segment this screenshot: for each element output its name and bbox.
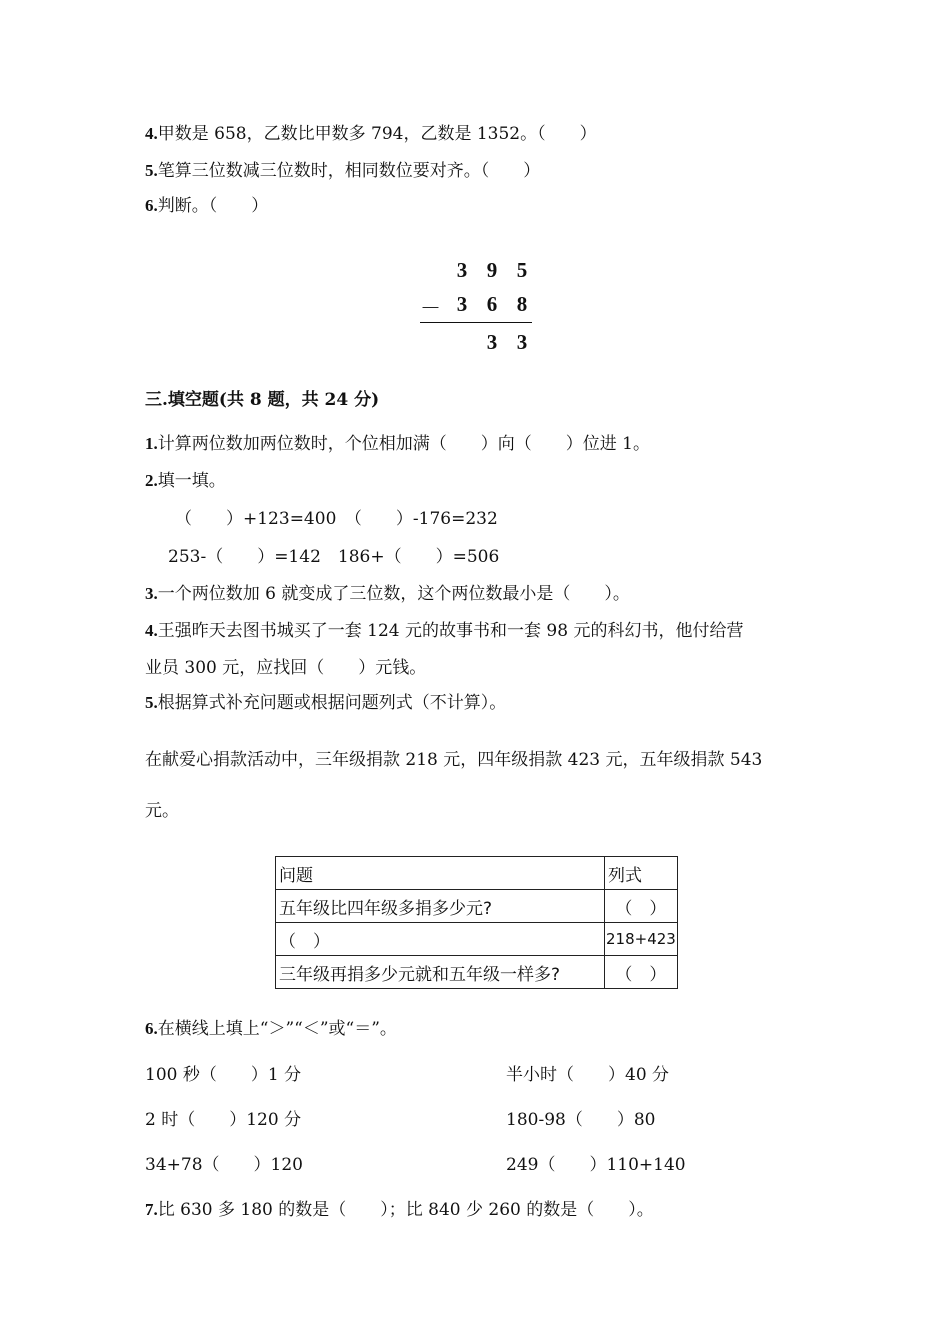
- judge-question-6: 6.判断。（ ）: [145, 196, 269, 216]
- table-cell-question: 五年级比四年级多捐多少元?: [276, 890, 605, 923]
- subtrahend-digit: 3: [456, 292, 468, 316]
- subtrahend-digit: 6: [486, 292, 498, 316]
- minuend-digit: 3: [456, 258, 468, 282]
- subtrahend-digit: 8: [516, 292, 528, 316]
- compare-item: 2 时（ ）120 分: [145, 1110, 302, 1130]
- difference-digit: 3: [486, 330, 498, 354]
- table-header-question: 问题: [276, 857, 605, 890]
- fill-question-4: 4.王强昨天去图书城买了一套 124 元的故事书和一套 98 元的科幻书，他付给营: [145, 621, 744, 641]
- minuend-digit: 5: [516, 258, 528, 282]
- compare-item: 100 秒（ ）1 分: [145, 1065, 302, 1085]
- compare-item: 34+78（ ）120: [145, 1155, 303, 1175]
- table-cell-formula: 218+423: [605, 923, 678, 956]
- donation-context: 在献爱心捐款活动中，三年级捐款 218 元，四年级捐款 423 元，五年级捐款 543: [145, 750, 763, 770]
- section-heading: 三.填空题(共 8 题，共 24 分): [145, 390, 380, 410]
- compare-item: 180-98（ ）80: [506, 1110, 656, 1130]
- compare-item: 半小时（ ）40 分: [506, 1065, 670, 1085]
- table-row: [276, 923, 678, 956]
- table-header-formula: 列式: [605, 857, 678, 890]
- judge-question-4: 4.甲数是 658，乙数比甲数多 794，乙数是 1352。（ ）: [145, 124, 597, 144]
- fill-question-2-row-1: （ ）+123=400 （ ）-176=232: [175, 509, 498, 529]
- compare-item: 249（ ）110+140: [506, 1155, 686, 1175]
- difference-digit: 3: [516, 330, 528, 354]
- minus-sign: －: [420, 296, 441, 320]
- fill-question-7: 7.比 630 多 180 的数是（ ）；比 840 少 260 的数是（ ）。: [145, 1200, 654, 1220]
- question-table: [275, 856, 678, 989]
- fill-question-3: 3.一个两位数加 6 就变成了三位数，这个两位数最小是（ ）。: [145, 584, 630, 604]
- table-row: [276, 890, 678, 923]
- fill-question-1: 1.计算两位数加两位数时，个位相加满（ ）向（ ）位进 1。: [145, 434, 650, 454]
- fill-question-2: 2.填一填。: [145, 471, 226, 491]
- table-cell-question: 三年级再捐多少元就和五年级一样多?: [276, 956, 605, 989]
- fill-question-2-row-2: 253-（ ）=142 186+（ ）=506: [168, 547, 500, 567]
- table-row: [276, 956, 678, 989]
- judge-question-5: 5.笔算三位数减三位数时，相同数位要对齐。（ ）: [145, 161, 541, 181]
- fill-question-5: 5.根据算式补充问题或根据问题列式（不计算）。: [145, 693, 507, 713]
- table-cell-formula-blank: （ ）: [605, 956, 678, 989]
- table-cell-question-blank: （ ）: [276, 923, 605, 956]
- donation-context-continued: 元。: [145, 801, 179, 821]
- fill-question-4-continued: 业员 300 元，应找回（ ）元钱。: [145, 658, 427, 678]
- table-cell-formula-blank: （ ）: [605, 890, 678, 923]
- subtraction-rule: [420, 322, 532, 323]
- fill-question-6: 6.在横线上填上“＞”“＜”或“＝”。: [145, 1019, 397, 1039]
- table-header-row: [276, 857, 678, 890]
- vertical-subtraction: [420, 258, 532, 358]
- minuend-digit: 9: [486, 258, 498, 282]
